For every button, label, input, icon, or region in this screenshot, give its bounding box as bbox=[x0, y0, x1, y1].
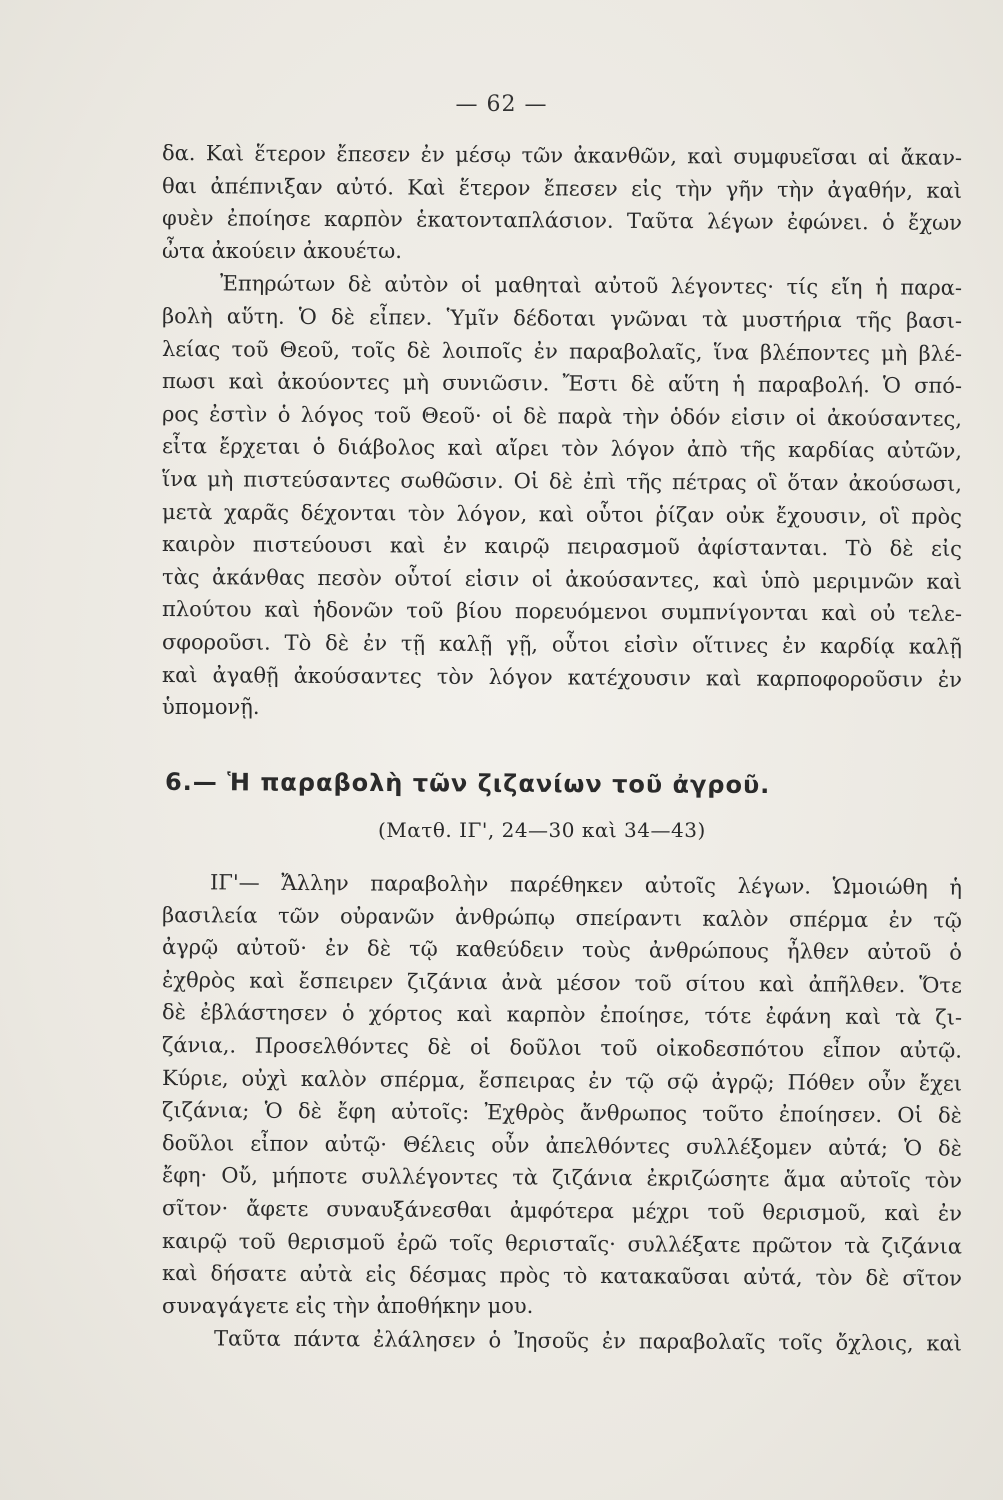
paragraph-block-parable-of-tares bbox=[162, 866, 962, 1355]
text-line: σῖτον· ἄφετε συναυξάνεσθαι ἀμφότερα μέχρι τοῦ θερισμοῦ, καὶ ἐν bbox=[161, 1195, 963, 1226]
scripture-reference: (Ματθ. ΙΓ', 24—30 καὶ 34—43) bbox=[378, 818, 706, 842]
text-line: ἔφη· Οὔ, μήποτε συλλέγοντες τὰ ζιζάνια ἐκριζώσητε ἅμα αὐτοῖς τὸν bbox=[161, 1163, 963, 1193]
text-line: ζιζάνια; Ὁ δὲ ἔφη αὐτοῖς: Ἐχθρὸς ἄνθρωπος τοῦτο ἐποίησεν. Οἱ δὲ bbox=[161, 1098, 963, 1128]
text-line: Ταῦτα πάντα ἐλάλησεν ὁ Ἰησοῦς ἐν παραβολαῖς τοῖς ὄχλοις, καὶ bbox=[213, 1326, 963, 1356]
page-number: — 62 — bbox=[455, 92, 548, 117]
text-line: ρος ἐστὶν ὁ λόγος τοῦ Θεοῦ· οἱ δὲ παρὰ τὴν ὁδόν εἰσιν οἱ ἀκούσαντες, bbox=[161, 401, 963, 431]
text-line: ἵνα μὴ πιστεύσαντες σωθῶσιν. Οἱ δὲ ἐπὶ τῆς πέτρας οἳ ὅταν ἀκούσωσι, bbox=[161, 466, 963, 496]
text-line: καιρῷ τοῦ θερισμοῦ ἐρῶ τοῖς θερισταῖς· συλλέξατε πρῶτον τὰ ζιζάνια bbox=[161, 1228, 963, 1259]
text-line: ὑπομονῇ. bbox=[162, 695, 260, 720]
text-line: καιρὸν πιστεύουσι καὶ ἐν καιρῷ πειρασμοῦ ἀφίστανται. Τὸ δὲ εἰς bbox=[161, 532, 963, 562]
section-heading: 6.— Ἡ παραβολὴ τῶν ζιζανίων τοῦ ἀγροῦ. bbox=[164, 767, 771, 800]
text-line: ΙΓ'— Ἄλλην παραβολὴν παρέθηκεν αὐτοῖς λέγων. Ὡμοιώθη ἡ bbox=[209, 870, 963, 900]
text-line: λείας τοῦ Θεοῦ, τοῖς δὲ λοιποῖς ἐν παραβολαῖς, ἵνα βλέποντες μὴ βλέ- bbox=[161, 336, 963, 366]
text-line: τὰς ἀκάνθας πεσὸν οὗτοί εἰσιν οἱ ἀκούσαντες, καὶ ὑπὸ μεριμνῶν καὶ bbox=[161, 564, 963, 594]
text-line: πλούτου καὶ ἡδονῶν τοῦ βίου πορευόμενοι συμπνίγονται καὶ οὐ τελε- bbox=[161, 597, 963, 627]
text-line: φυὲν ἐποίησε καρπὸν ἑκατονταπλάσιον. Ταῦτα λέγων ἐφώνει. ὁ ἔχων bbox=[161, 206, 963, 236]
text-line: καὶ δήσατε αὐτὰ εἰς δέσμας πρὸς τὸ κατακαῦσαι αὐτά, τὸν δὲ σῖτον bbox=[161, 1261, 963, 1291]
text-line: συναγάγετε εἰς τὴν ἀποθήκην μου. bbox=[162, 1293, 534, 1318]
paragraph-block-parable-explanation bbox=[162, 137, 962, 724]
text-line: ὦτα ἀκούειν ἀκουέτω. bbox=[162, 238, 402, 263]
text-line: ἀγρῷ αὐτοῦ· ἐν δὲ τῷ καθεύδειν τοὺς ἀνθρώπους ἦλθεν αὐτοῦ ὁ bbox=[161, 935, 963, 965]
text-line: δα. Καὶ ἕτερον ἔπεσεν ἐν μέσῳ τῶν ἀκανθῶν, καὶ συμφυεῖσαι αἱ ἄκαν- bbox=[161, 141, 963, 170]
text-line: Ἐπηρώτων δὲ αὐτὸν οἱ μαθηταὶ αὐτοῦ λέγοντες· τίς εἴη ἡ παρα- bbox=[219, 271, 963, 301]
text-line: βολὴ αὕτη. Ὁ δὲ εἶπεν. Ὑμῖν δέδοται γνῶναι τὰ μυστήρια τῆς βασι- bbox=[161, 303, 963, 333]
text-line: ἐχθρὸς καὶ ἔσπειρεν ζιζάνια ἀνὰ μέσον τοῦ σίτου καὶ ἀπῆλθεν. Ὅτε bbox=[161, 967, 963, 998]
text-line: δοῦλοι εἶπον αὐτῷ· Θέλεις οὖν ἀπελθόντες συλλέξομεν αὐτά; Ὁ δὲ bbox=[161, 1130, 963, 1161]
text-line: θαι ἀπέπνιξαν αὐτό. Καὶ ἕτερον ἔπεσεν εἰς τὴν γῆν τὴν ἀγαθήν, καὶ bbox=[161, 173, 963, 203]
text-line: σφοροῦσι. Τὸ δὲ ἐν τῇ καλῇ γῇ, οὗτοι εἰσὶν οἵτινες ἐν καρδίᾳ καλῇ bbox=[161, 629, 963, 659]
text-line: Κύριε, οὐχὶ καλὸν σπέρμα, ἔσπειρας ἐν τῷ σῷ ἀγρῷ; Πόθεν οὖν ἔχει bbox=[161, 1065, 963, 1096]
text-line: εἶτα ἔρχεται ὁ διάβολος καὶ αἴρει τὸν λόγον ἀπὸ τῆς καρδίας αὐτῶν, bbox=[161, 434, 963, 464]
text-line: πωσι καὶ ἀκούοντες μὴ συνιῶσιν. Ἔστι δὲ αὕτη ἡ παραβολή. Ὁ σπό- bbox=[161, 369, 963, 399]
text-line: καὶ ἀγαθῇ ἀκούσαντες τὸν λόγον κατέχουσιν καὶ καρποφοροῦσιν ἐν bbox=[161, 662, 963, 692]
text-line: μετὰ χαρᾶς δέχονται τὸν λόγον, καὶ οὗτοι ῥίζαν οὐκ ἔχουσιν, οἳ πρὸς bbox=[161, 499, 963, 529]
text-line: ζάνια,. Προσελθόντες δὲ οἱ δοῦλοι τοῦ οἰκοδεσπότου εἶπον αὐτῷ. bbox=[161, 1032, 963, 1063]
text-line: δὲ ἐβλάστησεν ὁ χόρτος καὶ καρπὸν ἐποίησε, τότε ἐφάνη καὶ τὰ ζι- bbox=[161, 1000, 963, 1030]
text-line: βασιλεία τῶν οὐρανῶν ἀνθρώπῳ σπείραντι καλὸν σπέρμα ἐν τῷ bbox=[161, 902, 963, 933]
